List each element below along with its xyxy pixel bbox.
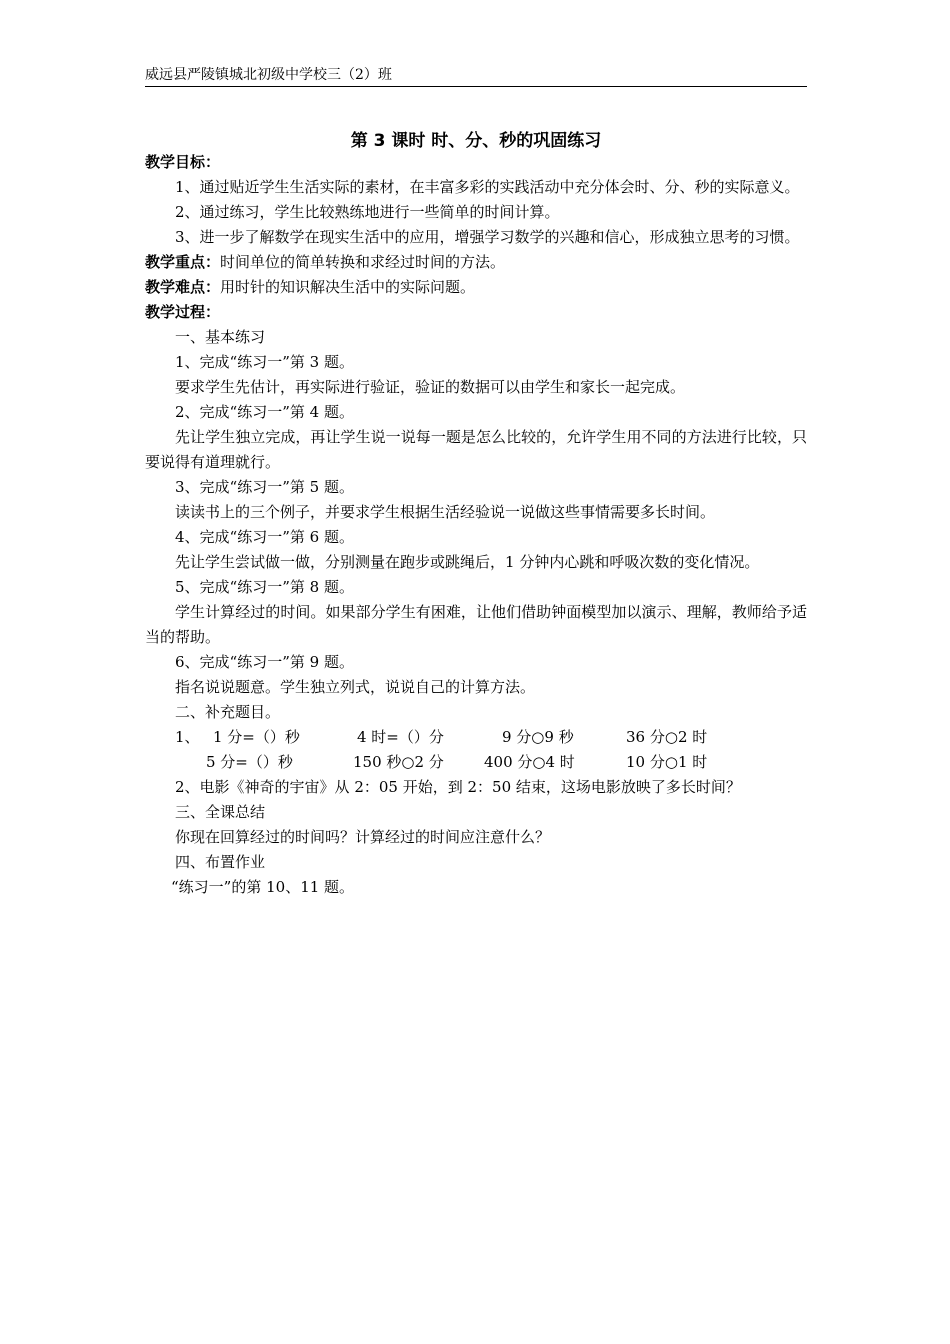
exercise-line: 3、完成“练习一”第 5 题。 [175,478,354,496]
blank-item: 1 分=（）秒 [213,728,300,746]
blank-item: 9 分○9 秒 [502,728,574,746]
question-1-row-1 [145,725,807,750]
blank-item: 5 分=（）秒 [206,753,293,771]
blank-item: 150 秒○2 分 [353,753,444,771]
key-point [145,250,807,275]
difficulty-text: 用时针的知识解决生活中的实际问题。 [220,278,476,296]
objective-item: 3、进一步了解数学在现实生活中的应用，增强学习数学的兴趣和信心，形成独立思考的习惯。 [175,228,800,246]
blank-item: 400 分○4 时 [484,753,575,771]
page-header: 威远县严陵镇城北初级中学校三（2）班 [145,64,807,87]
section-title: 二、补充题目。 [175,703,281,721]
process-label: 教学过程： [145,303,221,321]
blank-item: 4 时=（）分 [357,728,444,746]
exercise-line: 1、完成“练习一”第 3 题。 [175,353,354,371]
question-2: 2、电影《神奇的宇宙》从 2：05 开始，到 2：50 结束，这场电影放映了多长时间？ [175,778,741,796]
exercise-line: 要求学生先估计，再实际进行验证，验证的数据可以由学生和家长一起完成。 [175,378,686,396]
exercise-line: 先让学生尝试做一做，分别测量在跑步或跳绳后，1 分钟内心跳和呼吸次数的变化情况。 [175,553,760,571]
question-1-label: 1、 [175,728,200,746]
question-1-row-2 [145,750,807,775]
objective-item: 1、通过贴近学生生活实际的素材，在丰富多彩的实践活动中充分体会时、分、秒的实际意义。 [175,178,800,196]
summary-text: 你现在回算经过的时间吗？计算经过的时间应注意什么？ [175,828,551,846]
exercise-line: 指名说说题意。学生独立列式，说说自己的计算方法。 [175,678,536,696]
objectives-label: 教学目标： [145,153,221,171]
difficulty [145,275,807,300]
section-title: 四、布置作业 [175,853,266,871]
exercise-line: 4、完成“练习一”第 6 题。 [175,528,354,546]
exercise-line: 6、完成“练习一”第 9 题。 [175,653,354,671]
section-title: 三、全课总结 [175,803,266,821]
exercise-line: 5、完成“练习一”第 8 题。 [175,578,354,596]
objective-item: 2、通过练习，学生比较熟练地进行一些简单的时间计算。 [175,203,560,221]
page-title: 第 3 课时 时、分、秒的巩固练习 [350,131,602,151]
document-body [145,150,807,900]
exercise-line: 读读书上的三个例子，并要求学生根据生活经验说一说做这些事情需要多长时间。 [175,503,716,521]
section-title: 一、基本练习 [175,328,266,346]
key-point-text: 时间单位的简单转换和求经过时间的方法。 [220,253,506,271]
key-point-label: 教学重点： [145,253,221,271]
difficulty-label: 教学难点： [145,278,221,296]
exercise-line: 2、完成“练习一”第 4 题。 [175,403,354,421]
blank-item: 10 分○1 时 [626,753,708,771]
homework-text: “练习一”的第 10、11 题。 [171,878,355,896]
exercise-line: 先让学生独立完成，再让学生说一说每一题是怎么比较的，允许学生用不同的方法进行比较，只要说得有道理就行。 [145,428,807,471]
blank-item: 36 分○2 时 [626,728,708,746]
exercise-line: 学生计算经过的时间。如果部分学生有困难，让他们借助钟面模型加以演示、理解，教师给予适当的帮助。 [145,603,807,646]
